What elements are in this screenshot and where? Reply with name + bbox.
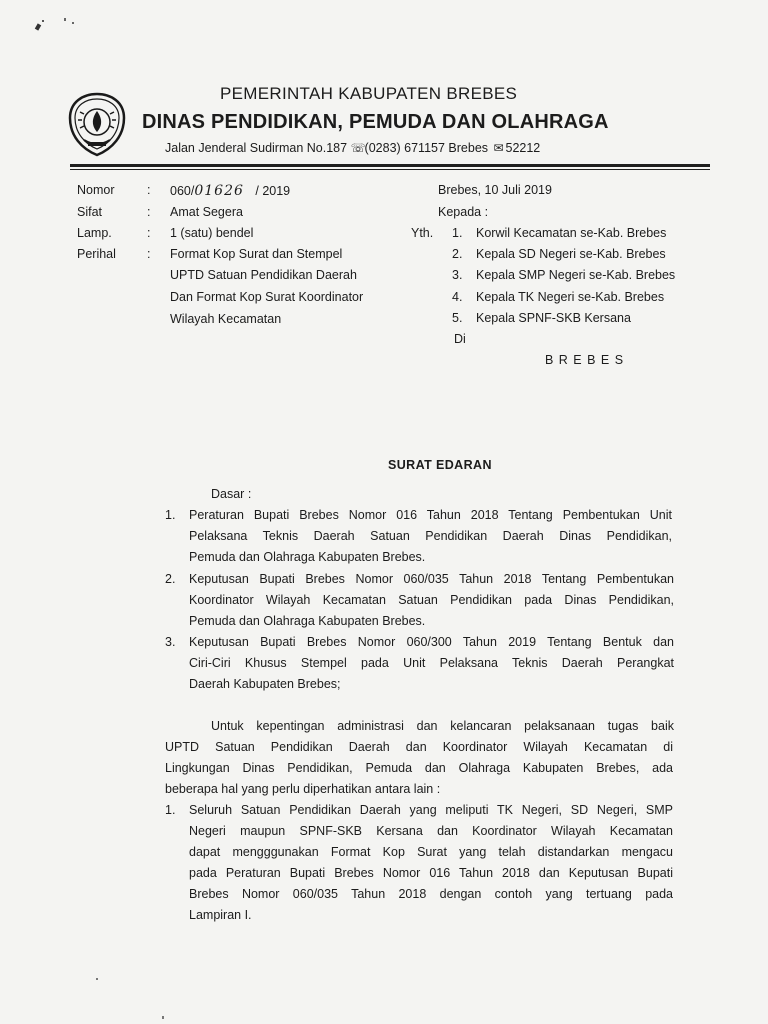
dasar-line: Pemuda dan Olahraga Kabupaten Brebes. — [189, 550, 426, 564]
recipient-num: 1. — [452, 226, 463, 240]
perihal-label: Perihal — [77, 247, 116, 261]
letterhead-rule-thick — [70, 164, 710, 167]
recipient-item: Kepala SD Negeri se-Kab. Brebes — [476, 247, 666, 261]
dasar-line: Pemuda dan Olahraga Kabupaten Brebes. — [189, 614, 426, 628]
recipient-num: 3. — [452, 268, 463, 282]
sifat-label: Sifat — [77, 205, 103, 219]
scan-speck — [72, 22, 74, 24]
recipient-item: Kepala SPNF-SKB Kersana — [476, 311, 631, 325]
sifat-value: Amat Segera — [170, 205, 243, 219]
nomor-label: Nomor — [77, 183, 115, 197]
perihal-line: Wilayah Kecamatan — [170, 312, 282, 326]
dasar-line: Ciri-Ciri Khusus Stempel pada Unit Pelaksana Teknis Daerah Perangkat — [189, 656, 674, 670]
point-line: dapat mengggunakan Format Kop Surat yang telah distandarkan mengacu — [189, 845, 673, 859]
kepada-label: Kepada : — [438, 205, 489, 219]
address-street: Jalan Jenderal Sudirman No.187 — [165, 141, 348, 155]
recipient-item: Kepala SMP Negeri se-Kab. Brebes — [476, 268, 676, 282]
recipient-city: B R E B E S — [545, 353, 625, 367]
paragraph-line: UPTD Satuan Pendidikan Daerah dan Koordinator Wilayah Kecamatan di — [165, 740, 673, 754]
letterhead-government: PEMERINTAH KABUPATEN BREBES — [220, 84, 518, 103]
dasar-line: Keputusan Bupati Brebes Nomor 060/035 Tahun 2018 Tentang Pembentukan — [189, 572, 674, 586]
perihal-line: Dan Format Kop Surat Koordinator — [170, 290, 364, 304]
nomor-year: / 2019 — [255, 184, 291, 198]
nomor-prefix: 060/ — [170, 184, 195, 198]
address-phone: (0283) 671157 Brebes — [364, 141, 489, 155]
perihal-colon: : — [147, 247, 151, 261]
di-label: Di — [454, 332, 466, 346]
sifat-colon: : — [147, 205, 151, 219]
paragraph-line: Untuk kepentingan administrasi dan kelancaran pelaksanaan tugas baik — [211, 719, 674, 733]
scan-speck — [42, 20, 44, 22]
document-title: SURAT EDARAN — [388, 458, 492, 472]
recipient-num: 2. — [452, 247, 463, 261]
mail-icon: ✉ — [493, 141, 504, 155]
dasar-line: Daerah Kabupaten Brebes; — [189, 677, 341, 691]
kabupaten-emblem-icon — [66, 92, 128, 158]
recipient-num: 4. — [452, 290, 463, 304]
perihal-line: UPTD Satuan Pendidikan Daerah — [170, 268, 357, 282]
scan-speck — [96, 978, 98, 980]
dasar-label: Dasar : — [211, 487, 252, 501]
lamp-label: Lamp. — [77, 226, 112, 240]
point-line: Seluruh Satuan Pendidikan Daerah yang meliputi TK Negeri, SD Negeri, SMP — [189, 803, 673, 817]
yth-label: Yth. — [411, 226, 434, 240]
paragraph-line: beberapa hal yang perlu diperhatikan antara lain : — [165, 782, 441, 796]
point-line: Negeri maupun SPNF-SKB Kersana dan Koordinator Wilayah Kecamatan — [189, 824, 673, 838]
scan-speck — [162, 1016, 164, 1019]
dasar-line: Pelaksana Teknis Daerah Satuan Pendidikan Daerah Dinas Pendidikan, — [189, 529, 672, 543]
recipient-item: Korwil Kecamatan se-Kab. Brebes — [476, 226, 667, 240]
recipient-item: Kepala TK Negeri se-Kab. Brebes — [476, 290, 665, 304]
perihal-line: Format Kop Surat dan Stempel — [170, 247, 343, 261]
lamp-colon: : — [147, 226, 151, 240]
address-postcode: 52212 — [505, 141, 541, 155]
place-date: Brebes, 10 Juli 2019 — [438, 183, 552, 197]
letterhead-rule-thin — [70, 169, 710, 170]
nomor-value — [170, 183, 290, 199]
dasar-num: 1. — [165, 508, 176, 522]
dasar-num: 2. — [165, 572, 176, 586]
scan-speck — [64, 18, 66, 21]
dasar-line: Keputusan Bupati Brebes Nomor 060/300 Tahun 2019 Tentang Bentuk dan — [189, 635, 674, 649]
dasar-num: 3. — [165, 635, 176, 649]
nomor-handwritten: 01626 — [194, 183, 244, 199]
phone-icon: ☏ — [350, 141, 366, 155]
point-line: Lampiran I. — [189, 908, 252, 922]
scan-speck — [35, 23, 41, 30]
lamp-value: 1 (satu) bendel — [170, 226, 254, 240]
letterhead-department: DINAS PENDIDIKAN, PEMUDA DAN OLAHRAGA — [142, 111, 609, 133]
paragraph-line: Lingkungan Dinas Pendidikan, Pemuda dan Olahraga Kabupaten Brebes, ada — [165, 761, 673, 775]
point-line: pada Peraturan Bupati Brebes Nomor 016 Tahun 2018 dan Keputusan Bupati — [189, 866, 673, 880]
dasar-line: Koordinator Wilayah Kecamatan Satuan Pendidikan pada Dinas Pendidikan, — [189, 593, 674, 607]
point-num: 1. — [165, 803, 176, 817]
nomor-colon: : — [147, 183, 151, 197]
recipient-num: 5. — [452, 311, 463, 325]
dasar-line: Peraturan Bupati Brebes Nomor 016 Tahun 2018 Tentang Pembentukan Unit — [189, 508, 672, 522]
point-line: Brebes Nomor 060/035 Tahun 2018 dengan contoh yang tertuang pada — [189, 887, 673, 901]
letterhead-address — [165, 141, 540, 155]
